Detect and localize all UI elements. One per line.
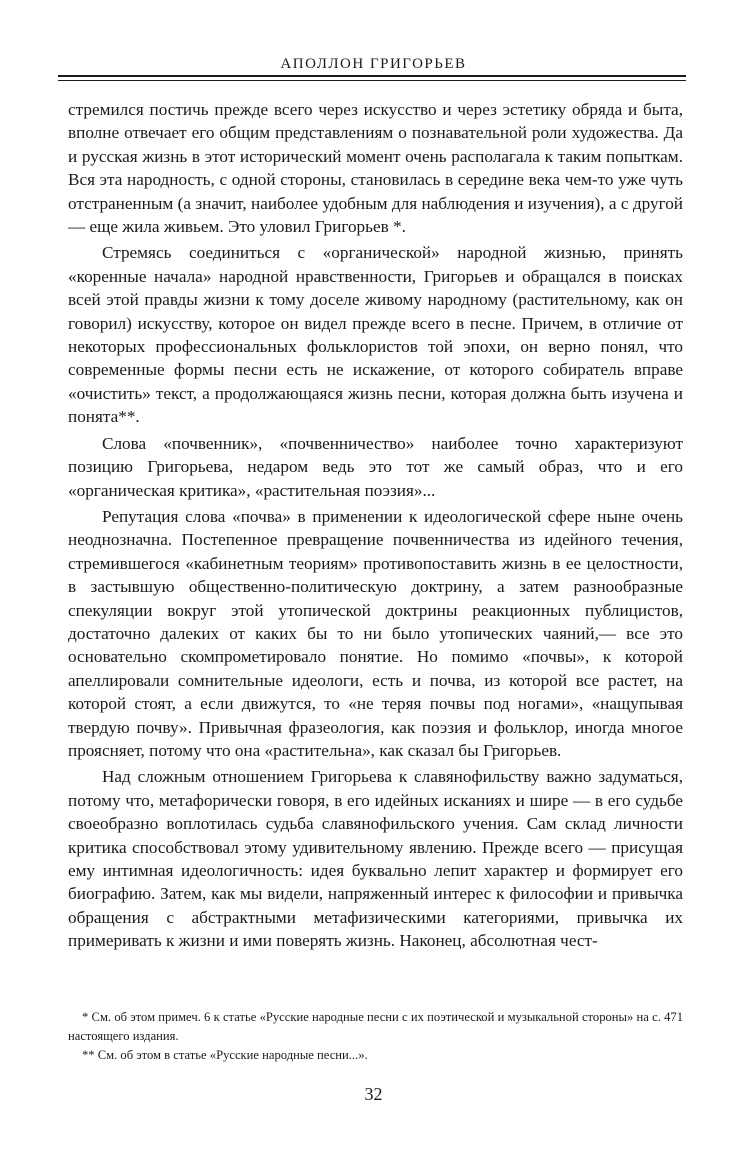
- paragraph: Стремясь соединиться с «органической» народной жизнью, принять «коренные начала» народной нравственности, Григорьев и обращался в поисках всей этой правды жизни к тому доселе живому народному (растительному, как он говорил) искусству, которое он видел прежде всего в песне. Причем, в отличие от некоторых профессиональных фольклористов той эпохи, он верно понял, что современные формы песни есть не искажение, от которого собиратель вправе «очистить» текст, а продолжающаяся жизнь песни, которая должна быть изучена и понята**.: [68, 243, 683, 427]
- paragraph: Репутация слова «почва» в применении к идеологической сфере ныне очень неоднозначна. Постепенное превращение почвенничества из идейного течения, стремившегося «кабинетным теориям» противопоставить жизнь в ее целостности, в застывшую общественно-политическую доктрину, а затем разнообразные спекуляции вокруг этой утопической доктрины реакционных публицистов, достаточно далеких от каких бы то ни было утопических чаяний,— все это основательно скомпрометировало понятие. Но помимо «почвы», к которой апеллировали сомнительные идеологи, есть и почва, из которой все растет, на которой стоят, а если движутся, то «не теряя почвы под ногами», «нащупывая твердую почву». Привычная фразеология, как поэзия и фольклор, иногда многое проясняет, потому что она «растительна», как сказал бы Григорьев.: [68, 506, 683, 760]
- paragraph: Слова «почвенник», «почвенничество» наиболее точно характеризуют позицию Григорьева, недаром ведь это тот же самый образ, что и его «органическая критика», «растительная поэзия»...: [68, 433, 683, 500]
- footnote: * См. об этом примеч. 6 к статье «Русские народные песни с их поэтической и музыкальной стороны» на с. 471 настоящего издания.: [68, 1010, 683, 1043]
- running-title: АПОЛЛОН ГРИГОРЬЕВ: [280, 56, 467, 72]
- paragraph: стремился постичь прежде всего через искусство и через эстетику обряда и быта, вполне отвечает его общим представлениям о познавательной роли художества. Да и русская жизнь в этот исторический момент очень располагала к таким попыткам. Вся эта народность, с одной стороны, становилась в середине века чем-то уже чуть отстраненным (а значит, наиболее удобным для наблюдения и изучения), а с другой — еще жила живьем. Это уловил Григорьев *.: [68, 100, 683, 237]
- page-number: 32: [364, 1084, 383, 1104]
- footnote: ** См. об этом в статье «Русские народные песни...».: [82, 1048, 368, 1062]
- footnotes: [68, 1008, 683, 1065]
- header-rule-thin: [58, 80, 686, 81]
- paragraph: Над сложным отношением Григорьева к славянофильству важно задуматься, потому что, метафорически говоря, в его идейных исканиях и шире — в его судьбе своеобразно воплотилась судьба славянофильского учения. Сам склад личности критика способствовал этому удивительному явлению. Прежде всего — присущая ему интимная идеологичность: идея буквально лепит характер и формирует его биографию. Затем, как мы видели, напряженный интерес к философии и привычка обращения с абстрактными метафизическими категориями, привычка их примеривать к жизни и ими поверять жизнь. Наконец, абсолютная чест-: [68, 767, 683, 951]
- body-text: [68, 98, 683, 956]
- header-rule: [58, 75, 686, 77]
